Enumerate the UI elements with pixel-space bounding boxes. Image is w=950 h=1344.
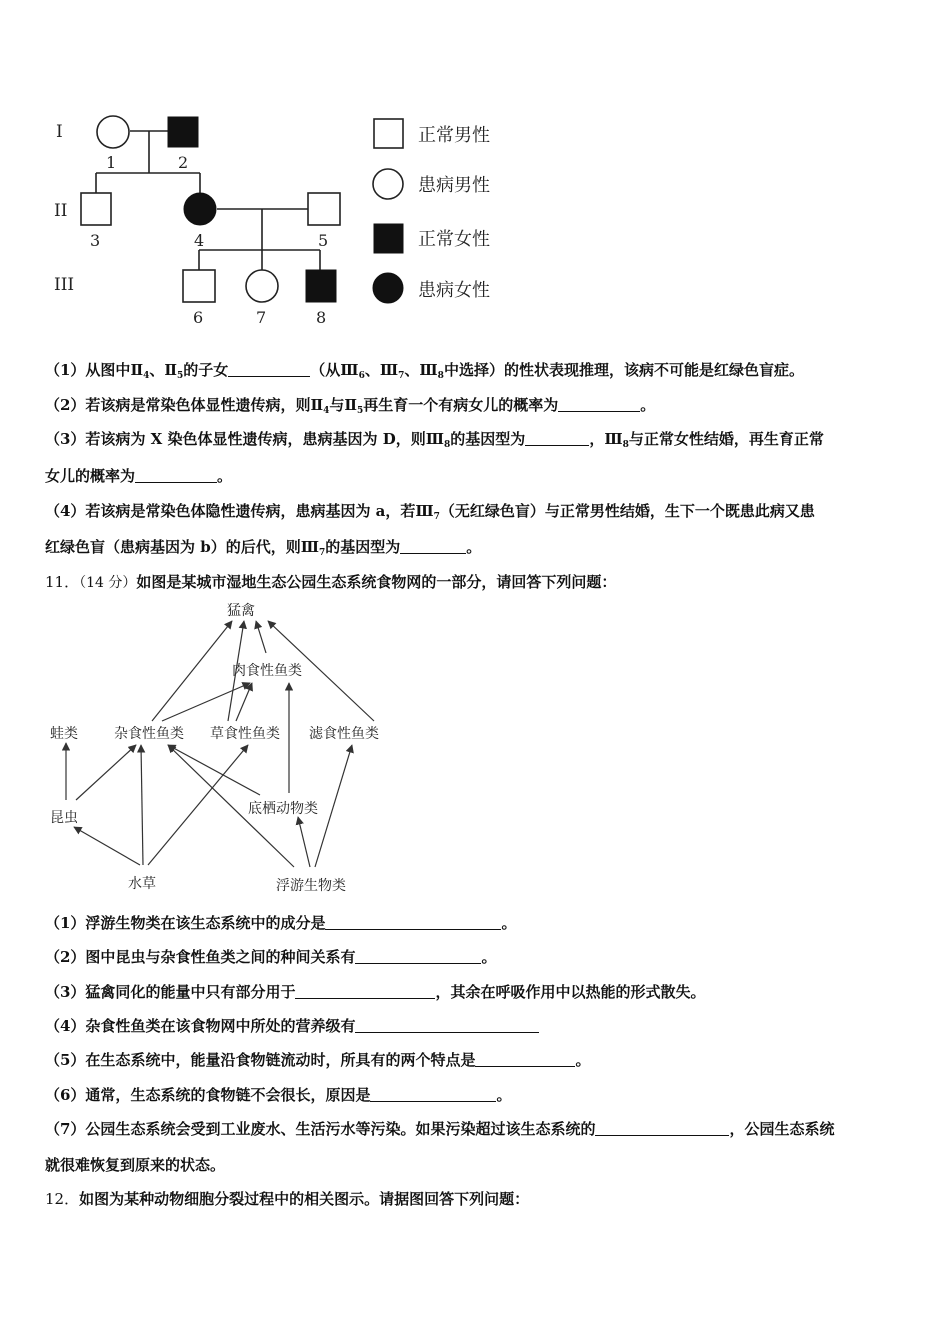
answer-blank[interactable] (295, 983, 435, 999)
arrow-plankton-to-filter (315, 745, 352, 867)
legend-affected-male-symbol (373, 169, 403, 199)
question-11-item-6: （6）通常，生态系统的食物链不会很长，原因是 。 (45, 1086, 512, 1104)
individual-II-4 (184, 193, 216, 225)
answer-blank[interactable] (355, 1017, 539, 1033)
answer-blank[interactable] (475, 1051, 575, 1067)
individual-number: 1 (106, 153, 117, 172)
question-11-item-5: （5）在生态系统中，能量沿食物链流动时，所具有的两个特点是 。 (45, 1051, 591, 1069)
individual-number: 5 (318, 231, 329, 250)
question-11-item-4: （4）杂食性鱼类在该食物网中所处的营养级有 (45, 1016, 913, 1036)
individual-II-5 (308, 193, 340, 225)
question-10-part-4: （4）若该病是常染色体隐性遗传病，患病基因为 a，若$Ⅲ_7$（无红绿色盲）与正常男性结婚，生下一个既患此病又患 (45, 502, 815, 522)
question-10-part-2: （2）若该病是常染色体显性遗传病，则$Ⅱ_4$与$Ⅱ_5$再生育一个有病女儿的概率为 。 (45, 396, 656, 416)
legend-normal-female-symbol (374, 224, 403, 253)
arrow-omnivorous-to-carnivorous (162, 683, 250, 721)
question-11-item-3: （3）猛禽同化的能量中只有部分用于 ，其余在呼吸作用中以热能的形式散失。 (45, 983, 706, 1001)
question-10-part-3: （3）若该病为 X 染色体显性遗传病，患病基因为 D，则$Ⅲ_8$的基因型为 ，$Ⅲ_8$与正常女性结婚，再生育正常 (45, 430, 824, 450)
individual-I-2 (168, 117, 198, 147)
arrow-insect-to-omnivorous (76, 745, 136, 800)
legend-affected-female-symbol (373, 273, 403, 303)
individual-III-7 (246, 270, 278, 302)
question-10-part-1: （1）从图中$Ⅱ_4$、$Ⅱ_5$的子女 （从$Ⅲ_6$、$Ⅲ_7$、$Ⅲ_8$中选择）的性状表现推理，该病不可能是红绿色盲症。 (45, 361, 804, 381)
arrow-waterweed-to-omnivorous (141, 745, 143, 865)
individual-number: 6 (193, 308, 204, 327)
individual-number: 3 (90, 231, 101, 250)
answer-blank[interactable] (595, 1120, 729, 1136)
food-web-node: 草食性鱼类 (210, 726, 280, 742)
food-web-node: 滤食性鱼类 (309, 726, 379, 742)
food-web-diagram (40, 595, 400, 900)
question-11-item-7-cont: 就很难恢复到原来的状态。 (45, 1156, 226, 1174)
answer-blank[interactable] (325, 914, 501, 930)
legend-label: 正常男性 (418, 125, 490, 146)
individual-III-8 (306, 270, 336, 302)
answer-blank[interactable] (355, 948, 481, 964)
arrow-waterweed-to-insect (74, 827, 140, 865)
food-web-node: 杂食性鱼类 (114, 726, 184, 742)
food-web-node: 昆虫 (50, 810, 78, 826)
arrow-carnivorous-to-raptor (256, 621, 266, 653)
question-12-stem: 12．如图为某种动物细胞分裂过程中的相关图示。请据图回答下列问题： (45, 1190, 530, 1208)
answer-blank[interactable] (370, 1086, 496, 1102)
food-web-node: 蛙类 (50, 726, 78, 742)
question-11-item-1: （1）浮游生物类在该生态系统中的成分是 。 (45, 914, 517, 932)
legend-label: 正常女性 (418, 229, 490, 250)
arrow-omnivorous-to-raptor (152, 621, 232, 721)
individual-number: 4 (194, 231, 205, 250)
arrow-herbivorous-to-carnivorous (236, 683, 252, 721)
food-web-node: 底栖动物类 (248, 801, 318, 817)
answer-blank[interactable] (135, 467, 217, 483)
food-web-node: 水草 (128, 876, 156, 892)
individual-III-6 (183, 270, 215, 302)
answer-blank[interactable] (558, 396, 640, 412)
question-11-item-2: （2）图中昆虫与杂食性鱼类之间的种间关系有 。 (45, 948, 497, 966)
generation-label: III (54, 275, 75, 295)
legend-label: 患病男性 (418, 175, 490, 196)
answer-blank[interactable] (525, 430, 589, 446)
individual-I-1 (97, 116, 129, 148)
individual-number: 2 (178, 153, 189, 172)
food-web-node: 猛禽 (227, 603, 255, 619)
food-web-node: 肉食性鱼类 (232, 663, 302, 679)
answer-blank[interactable] (228, 361, 310, 377)
individual-number: 8 (316, 308, 327, 327)
generation-label: I (56, 122, 63, 142)
food-web-node: 浮游生物类 (276, 878, 346, 894)
legend-normal-male-symbol (374, 119, 403, 148)
individual-number: 7 (256, 308, 267, 327)
arrow-plankton-to-benthic (298, 817, 310, 867)
individual-II-3 (81, 193, 111, 225)
generation-label: II (54, 201, 68, 221)
arrow-benthic-to-omnivorous (168, 745, 260, 795)
answer-blank[interactable] (400, 538, 466, 554)
question-10-part-4-cont: 红绿色盲（患病基因为 b）的后代，则$Ⅲ_7$的基因型为 。 (45, 538, 482, 558)
pedigree-diagram (40, 105, 540, 335)
question-10-part-3-cont: 女儿的概率为 。 (45, 467, 233, 485)
legend-label: 患病女性 (418, 280, 490, 301)
question-11-item-7: （7）公园生态系统会受到工业废水、生活污水等污染。如果污染超过该生态系统的 ，公园生态系统 (45, 1120, 835, 1138)
arrow-waterweed-to-herbivorous (148, 745, 248, 865)
question-11-stem: 11．（14 分）如图是某城市湿地生态公园生态系统食物网的一部分，请回答下列问题： (45, 573, 617, 591)
